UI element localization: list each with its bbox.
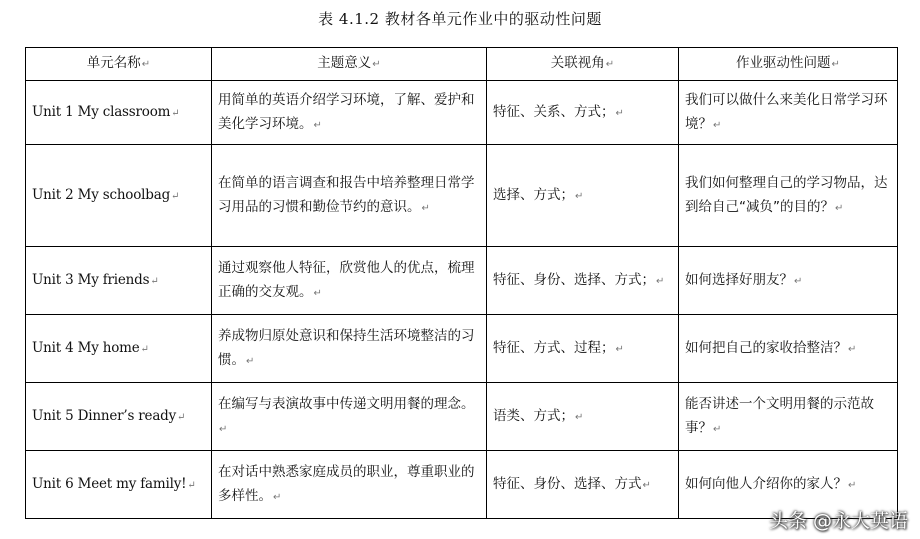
- header-driving-question: 作业驱动性问题↵: [679, 48, 898, 81]
- driving-question-cell: 如何把自己的家收拾整洁？↵: [679, 315, 898, 383]
- driving-questions-table: [25, 47, 898, 519]
- theme-meaning-cell: 通过观察他人特征，欣赏他人的优点，梳理正确的交友观。↵: [212, 247, 487, 315]
- theme-meaning-cell: 用简单的英语介绍学习环境，了解、爱护和美化学习环境。↵: [212, 81, 487, 145]
- driving-question-cell: 能否讲述一个文明用餐的示范故事？↵: [679, 383, 898, 451]
- watermark: 头条 @永大英语: [768, 510, 908, 532]
- perspective-cell: 特征、身份、选择、方式；↵: [487, 247, 679, 315]
- driving-question-cell: 如何向他人介绍你的家人？↵: [679, 451, 898, 519]
- unit-name-cell: Unit 5 Dinner’s ready↵: [26, 383, 212, 451]
- unit-name-cell: Unit 3 My friends↵: [26, 247, 212, 315]
- table-row: [26, 145, 898, 247]
- table-header-row: [26, 48, 898, 81]
- driving-question-cell: 我们可以做什么来美化日常学习环境？↵: [679, 81, 898, 145]
- perspective-cell: 特征、关系、方式；↵: [487, 81, 679, 145]
- unit-name-cell: Unit 2 My schoolbag↵: [26, 145, 212, 247]
- perspective-cell: 选择、方式；↵: [487, 145, 679, 247]
- driving-question-cell: 我们如何整理自己的学习物品，达到给自己“减负”的目的？↵: [679, 145, 898, 247]
- theme-meaning-cell: 在简单的语言调查和报告中培养整理日常学习用品的习惯和勤俭节约的意识。↵: [212, 145, 487, 247]
- driving-question-cell: 如何选择好朋友？↵: [679, 247, 898, 315]
- theme-meaning-cell: 养成物归原处意识和保持生活环境整洁的习惯。↵: [212, 315, 487, 383]
- header-unit-name: 单元名称↵: [26, 48, 212, 81]
- table-row: [26, 451, 898, 519]
- perspective-cell: 语类、方式；↵: [487, 383, 679, 451]
- table-row: [26, 315, 898, 383]
- theme-meaning-cell: 在编写与表演故事中传递文明用餐的理念。↵: [212, 383, 487, 451]
- unit-name-cell: Unit 1 My classroom↵: [26, 81, 212, 145]
- unit-name-cell: Unit 4 My home↵: [26, 315, 212, 383]
- perspective-cell: 特征、身份、选择、方式↵: [487, 451, 679, 519]
- table-row: [26, 81, 898, 145]
- unit-name-cell: Unit 6 Meet my family!↵: [26, 451, 212, 519]
- table-row: [26, 383, 898, 451]
- header-theme-meaning: 主题意义↵: [212, 48, 487, 81]
- perspective-cell: 特征、方式、过程；↵: [487, 315, 679, 383]
- theme-meaning-cell: 在对话中熟悉家庭成员的职业，尊重职业的多样性。↵: [212, 451, 487, 519]
- table-caption: 表 4.1.2 教材各单元作业中的驱动性问题: [318, 10, 602, 28]
- header-perspective: 关联视角↵: [487, 48, 679, 81]
- table-row: [26, 247, 898, 315]
